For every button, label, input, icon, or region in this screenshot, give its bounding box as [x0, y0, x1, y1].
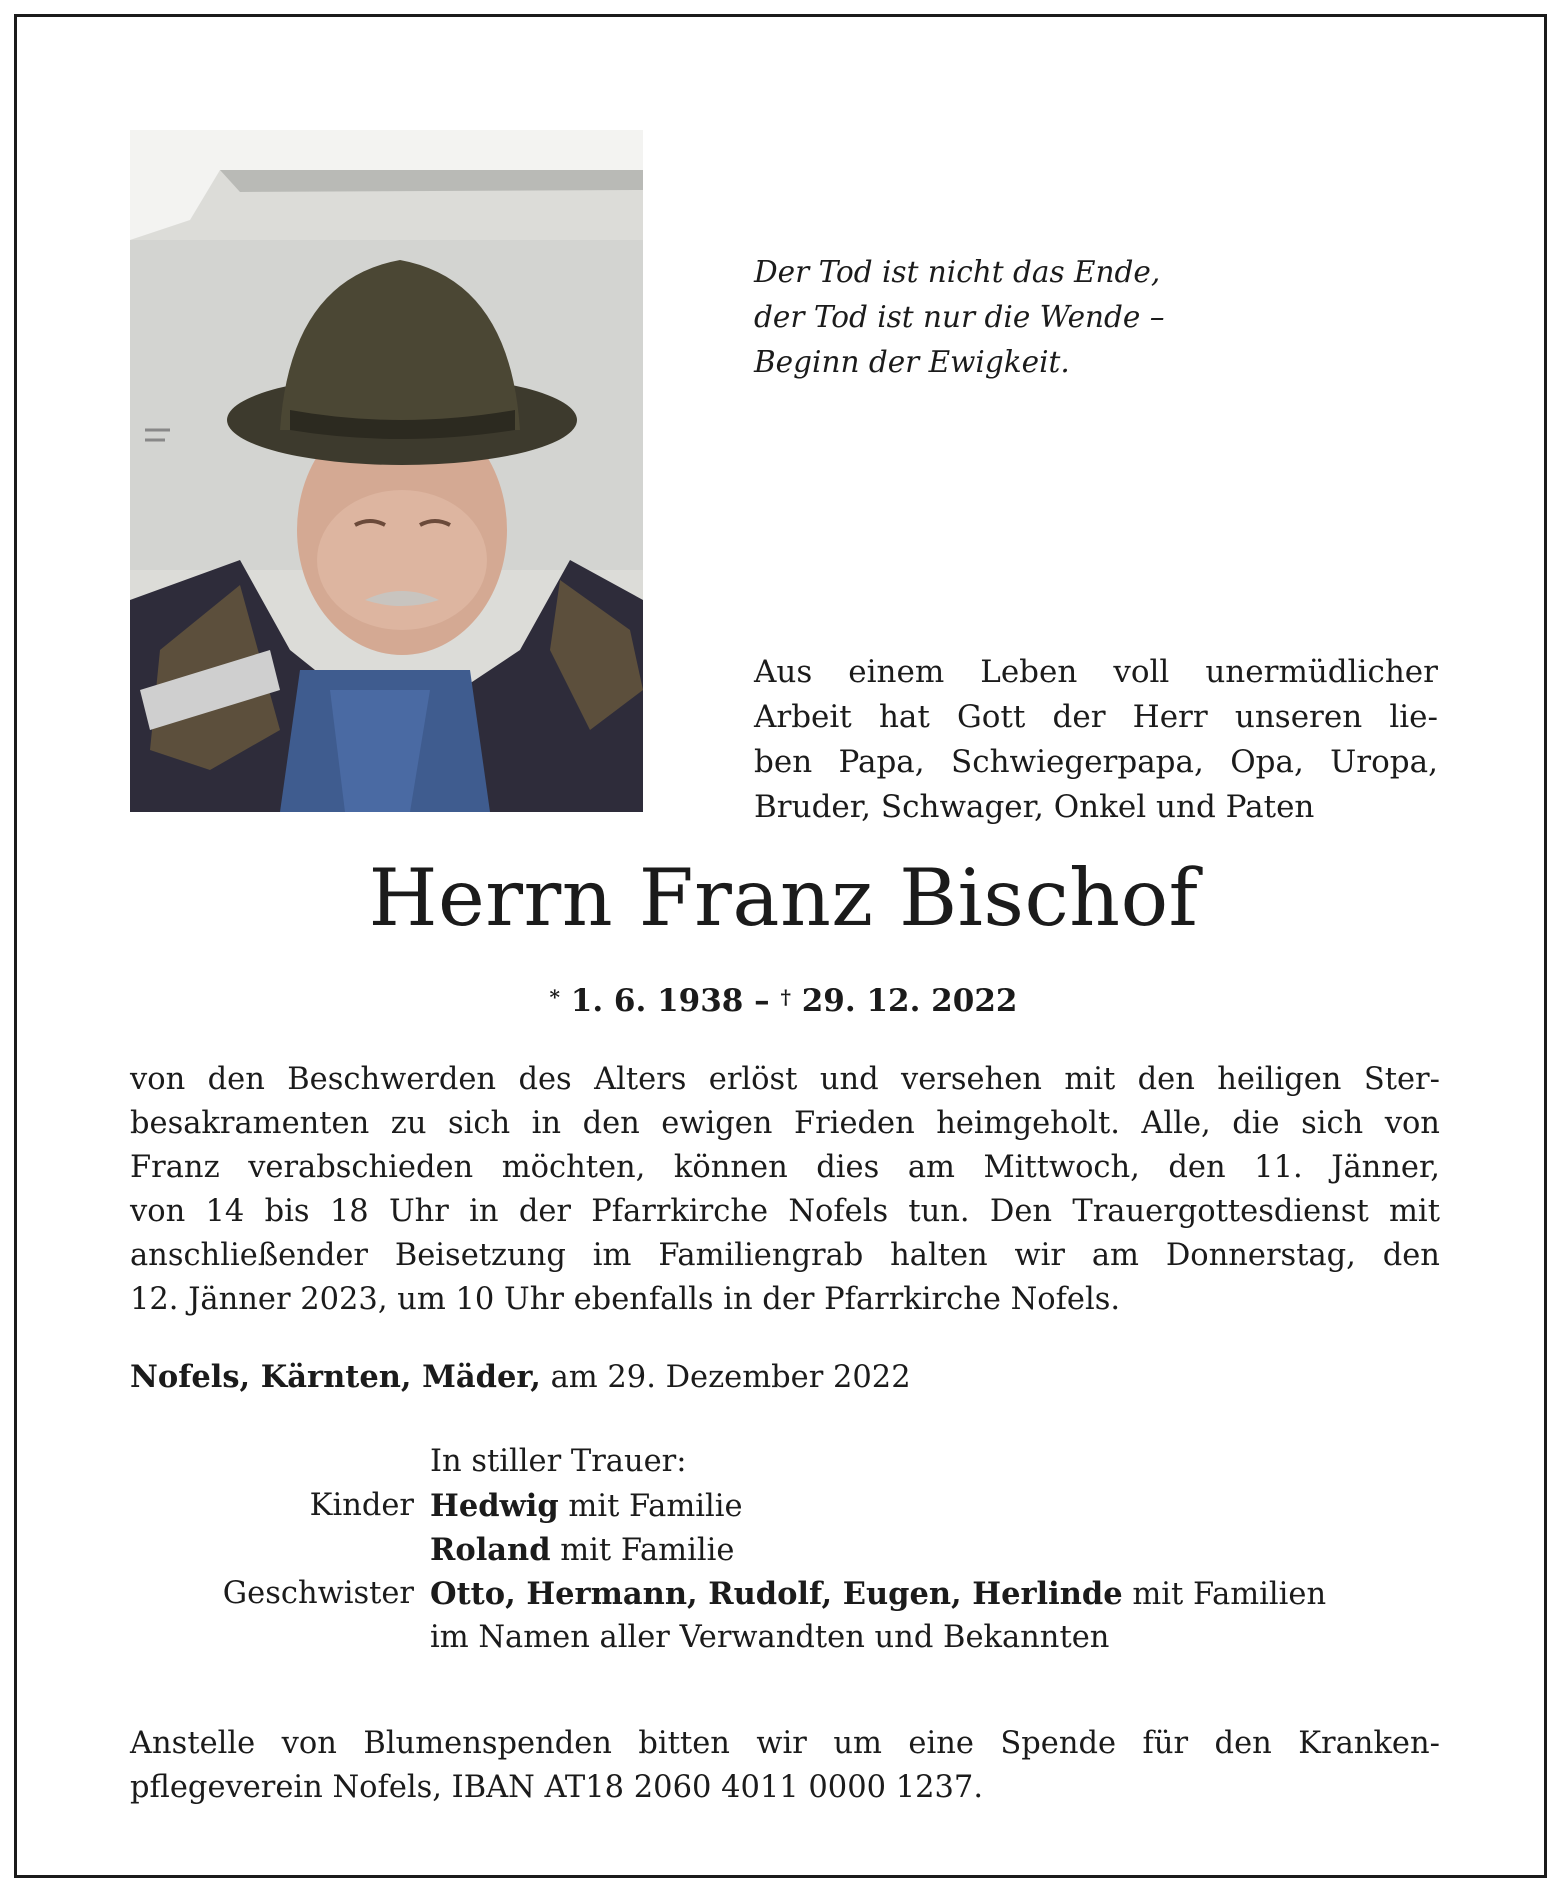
mourner-names: Roland — [430, 1532, 551, 1568]
word: sich — [447, 1106, 511, 1141]
word: Papa, — [838, 744, 925, 780]
word: lie- — [1389, 699, 1438, 735]
mourner-suffix: mit Familien — [1132, 1577, 1327, 1612]
word: den — [207, 1062, 265, 1097]
mourner-suffix: mit Familie — [568, 1489, 743, 1524]
body-line — [130, 1102, 1440, 1146]
word: unseren — [1234, 699, 1363, 735]
word: Mittwoch, — [983, 1150, 1140, 1185]
word: von — [1384, 1106, 1440, 1141]
word: den — [1214, 1726, 1272, 1761]
intro-line — [754, 785, 1438, 830]
word: unermüdlicher — [1205, 654, 1438, 690]
notice-date: am 29. Dezember 2022 — [550, 1360, 911, 1395]
word: Uhr — [388, 1194, 449, 1229]
word: 18 — [329, 1194, 369, 1229]
born-symbol: * — [549, 985, 560, 1009]
mourners-heading-row — [130, 1440, 1440, 1484]
word: Uropa, — [1330, 744, 1438, 780]
word: für — [1142, 1726, 1189, 1761]
word: am — [1091, 1238, 1139, 1273]
word: den — [1382, 1238, 1440, 1273]
word: Spende — [1000, 1726, 1117, 1761]
word: tun. — [908, 1194, 970, 1229]
mourner-row — [130, 1528, 1440, 1572]
word: sich — [1301, 1106, 1364, 1141]
word: den — [1168, 1150, 1226, 1185]
word: die — [1232, 1106, 1280, 1141]
quote-line: der Tod ist nur die Wende – — [754, 300, 1165, 334]
word: 12. Jänner 2023, um 10 Uhr ebenfalls in der Pfarrkirche Nofels. — [130, 1282, 1121, 1317]
word: Nofels — [788, 1194, 889, 1229]
word: hat — [878, 699, 930, 735]
word: am — [907, 1150, 955, 1185]
word: Aus — [754, 654, 813, 690]
word: der — [1052, 699, 1106, 735]
word: von — [130, 1194, 186, 1229]
word: zu — [390, 1106, 427, 1141]
intro-line — [754, 740, 1438, 785]
birth-date: 1. 6. 1938 — [570, 983, 744, 1019]
word: von — [281, 1726, 337, 1761]
word: eine — [908, 1726, 974, 1761]
word: Schwiegerpapa, — [950, 744, 1204, 780]
intro-paragraph — [754, 650, 1438, 830]
word: 11. — [1254, 1150, 1303, 1185]
word: Leben — [980, 654, 1078, 690]
body-line — [130, 1234, 1440, 1278]
word: Herr — [1132, 699, 1208, 735]
mourner-suffix: im Namen aller Verwandten und Bekannten — [430, 1620, 1110, 1655]
word: von — [130, 1062, 186, 1097]
word: Bruder, Schwager, Onkel und Paten — [754, 789, 1315, 825]
word: heiligen — [1217, 1062, 1342, 1097]
body-line — [130, 1278, 1440, 1322]
word: erlöst — [708, 1062, 798, 1097]
mourner-row — [130, 1484, 1440, 1528]
word: anschließender — [130, 1238, 368, 1273]
word: verabschieden — [248, 1150, 474, 1185]
body-line — [130, 1146, 1440, 1190]
places: Nofels, Kärnten, Mäder, — [130, 1359, 541, 1395]
word: versehen — [901, 1062, 1042, 1097]
word: können — [673, 1150, 788, 1185]
word: wir — [1014, 1238, 1065, 1273]
mourner-names: Otto, Hermann, Rudolf, Eugen, Herlinde — [430, 1576, 1123, 1612]
footer-line — [130, 1722, 1440, 1766]
word: des — [518, 1062, 572, 1097]
mourner-names: Hedwig — [430, 1488, 559, 1524]
word: Arbeit — [754, 699, 852, 735]
word: und — [819, 1062, 879, 1097]
word: Frieden — [793, 1106, 915, 1141]
word: mit — [1064, 1062, 1116, 1097]
died-symbol: † — [780, 985, 791, 1009]
word: Beschwerden — [287, 1062, 497, 1097]
quote-line: Der Tod ist nicht das Ende, — [754, 255, 1161, 289]
word: der — [518, 1194, 571, 1229]
body-line — [130, 1058, 1440, 1102]
relation-label — [130, 1616, 430, 1660]
word: Gott — [957, 699, 1026, 735]
word: Familiengrab — [658, 1238, 864, 1273]
word: bis — [264, 1194, 310, 1229]
word: möchten, — [501, 1150, 646, 1185]
word: mit — [1389, 1194, 1440, 1229]
word: pflegeverein Nofels, IBAN AT18 2060 4011 0000 1237. — [130, 1770, 984, 1805]
quote-line: Beginn der Ewigkeit. — [754, 345, 1070, 379]
mourners-section — [130, 1440, 1440, 1660]
word: Anstelle — [130, 1726, 256, 1761]
word: heimgeholt. — [936, 1106, 1120, 1141]
intro-line — [754, 695, 1438, 740]
word: Alle, — [1141, 1106, 1211, 1141]
word: Den — [989, 1194, 1053, 1229]
intro-line — [754, 650, 1438, 695]
word: ewigen — [661, 1106, 773, 1141]
word: Opa, — [1230, 744, 1304, 780]
word: Trauergottesdienst — [1072, 1194, 1369, 1229]
word: dies — [816, 1150, 880, 1185]
word: wir — [756, 1726, 807, 1761]
death-date: 29. 12. 2022 — [801, 983, 1018, 1019]
mourner-row — [130, 1572, 1440, 1616]
relation-label: Geschwister — [222, 1576, 414, 1611]
word: ben — [754, 744, 813, 780]
word: Franz — [130, 1150, 220, 1185]
mourner-row — [130, 1616, 1440, 1660]
body-line — [130, 1190, 1440, 1234]
word: im — [592, 1238, 632, 1273]
portrait-photo — [130, 130, 643, 812]
deceased-name: Herrn Franz Bischof — [368, 852, 1199, 944]
word: besakramenten — [130, 1106, 370, 1141]
word: voll — [1113, 654, 1170, 690]
word: in — [531, 1106, 562, 1141]
word: um — [833, 1726, 882, 1761]
body-paragraph — [130, 1058, 1440, 1322]
word: Donnerstag, — [1165, 1238, 1356, 1273]
word: den — [582, 1106, 640, 1141]
word: Blumenspenden — [363, 1726, 612, 1761]
memorial-quote — [754, 250, 1454, 385]
word: Jänner, — [1331, 1150, 1440, 1185]
word: Beisetzung — [394, 1238, 566, 1273]
word: halten — [890, 1238, 988, 1273]
mourner-suffix: mit Familie — [560, 1533, 735, 1568]
word: in — [469, 1194, 499, 1229]
word: 14 — [205, 1194, 245, 1229]
word: Kranken- — [1298, 1726, 1440, 1761]
date-separator: – — [754, 983, 770, 1019]
word: einem — [848, 654, 945, 690]
word: Pfarrkirche — [591, 1194, 769, 1229]
portrait-illustration — [130, 130, 643, 812]
footer-line — [130, 1766, 1440, 1810]
donation-note — [130, 1722, 1440, 1810]
mourners-heading: In stiller Trauer: — [430, 1444, 687, 1479]
word: bitten — [638, 1726, 730, 1761]
life-dates — [0, 978, 1567, 1024]
relation-label — [130, 1528, 430, 1572]
word: Alters — [594, 1062, 687, 1097]
relation-label: Kinder — [309, 1488, 414, 1523]
word: Ster- — [1363, 1062, 1440, 1097]
word: den — [1137, 1062, 1195, 1097]
place-date-line — [130, 1355, 911, 1400]
